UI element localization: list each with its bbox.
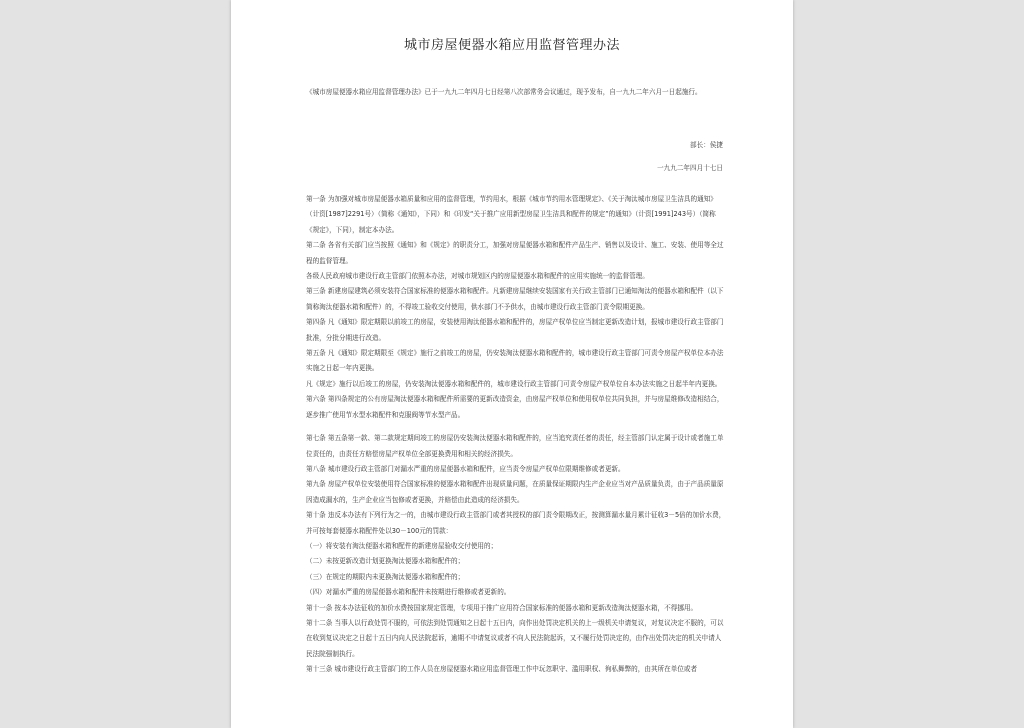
article-12: 第十二条 当事人以行政处罚不服的，可依法到处罚通知之日起十五日内，向作出处罚决定机关的上一级机关申请复议，对复议决定不服的，可以在收到复议决定之日起十五日内向人民法院起诉，逾期不申请复议或者不向人民法院起诉，又不履行处罚决定的，由作出处罚决定的机关申请人民法院强制执行。 xyxy=(306,618,724,658)
article-11: 第十一条 按本办法征收的加价水费按国家规定管理，专项用于推广应用符合国家标准的便器水箱和更新改造淘汰便器水箱，不得挪用。 xyxy=(306,603,698,612)
article-13: 第十三条 城市建设行政主管部门的工作人员在房屋便器水箱应用监督管理工作中玩忽职守、滥用职权、徇私舞弊的，由其所在单位或者 xyxy=(306,665,698,674)
document-title: 城市房屋便器水箱应用监督管理办法 xyxy=(403,38,620,53)
intro-text: 《城市房屋便器水箱应用监督管理办法》已于一九九二年四月七日经第八次部常务会议通过，现予发布，自一九九二年六月一日起施行。 xyxy=(306,88,702,96)
document-body xyxy=(306,192,726,678)
article-3: 第三条 新建房屋建筑必须安装符合国家标准的便器水箱和配件。凡新建房屋继续安装国家有关行政主管部门已通知淘汰的便器水箱和配件（以下简称淘汰便器水箱和配件）的，不得竣工验收交付使用，供水部门不予供水，由城市建设行政主管部门责令限期更换。 xyxy=(306,287,724,311)
article-2-cont: 各级人民政府城市建设行政主管部门依照本办法，对城市规划区内的房屋便器水箱和配件的应用实施统一的监督管理。 xyxy=(306,272,649,281)
article-10-item-3: （三）在规定的期限内未更换淘汰便器水箱和配件的； xyxy=(306,572,465,581)
signature-minister: 部长：侯捷 xyxy=(690,141,723,149)
intro-paragraph xyxy=(306,85,726,100)
article-5: 第五条 凡《通知》限定期限至《规定》施行之前竣工的房屋，仍安装淘汰便器水箱和配件的，城市建设行政主管部门可责令房屋产权单位本办法实施之日起一年内更换。 xyxy=(306,349,724,373)
article-2: 第二条 各省有关部门应当按照《通知》和《规定》的职责分工，加强对房屋便器水箱和配件产品生产、销售以及设计、施工、安装、使用等全过程的监督管理。 xyxy=(306,241,724,265)
article-5-cont: 凡《规定》施行以后竣工的房屋，仍安装淘汰便器水箱和配件的，城市建设行政主管部门可责令房屋产权单位自本办法实施之日起半年内更换。 xyxy=(306,379,722,388)
document-page xyxy=(231,0,793,728)
article-6: 第六条 第四条规定的公有房屋淘汰便器水箱和配件所需要的更新改造资金，由房屋产权单位和使用权单位共同负担，并与房屋维修改造相结合，逐步推广使用节水型水箱配件和克服阀等节水型产品。 xyxy=(306,395,724,419)
article-7: 第七条 第五条第一款、第二款规定期间竣工的房屋仍安装淘汰便器水箱和配件的，应当追究责任者的责任，经主管部门认定属于设计或者施工单位责任的，由责任方赔偿房屋产权单位全部更换费用和相关的经济损失。 xyxy=(306,434,724,458)
article-10: 第十条 违反本办法有下列行为之一的，由城市建设行政主管部门或者其授权的部门责令限期改正，按测算漏水量月累计征收3－5倍的加价水费，并可按每套便器水箱配件处以30－100元的罚款： xyxy=(306,511,726,535)
article-4: 第四条 凡《通知》限定期限以前竣工的房屋，安装使用淘汰便器水箱和配件的，房屋产权单位应当制定更新改造计划，报城市建设行政主管部门批准，分批分期进行改造。 xyxy=(306,318,724,342)
article-10-item-1: （一）将安装有淘汰便器水箱和配件的新建房屋验收交付使用的； xyxy=(306,541,498,550)
article-10-item-4: （四）对漏水严重的房屋便器水箱和配件未按期进行维修或者更新的。 xyxy=(306,588,511,597)
article-8: 第八条 城市建设行政主管部门对漏水严重的房屋便器水箱和配件，应当责令房屋产权单位限期维修或者更新。 xyxy=(306,464,625,473)
article-9: 第九条 房屋产权单位安装使用符合国家标准的便器水箱和配件出现质量问题，在质量保证期限内生产企业应当对产品质量负责，由于产品质量原因造成漏水的，生产企业应当包修或者更换，并赔偿由此造成的经济损失。 xyxy=(306,480,724,504)
article-1: 第一条 为加强对城市房屋便器水箱质量和应用的监督管理，节约用水，根据《城市节约用水管理规定》、《关于淘汰城市房屋卫生洁具的通知》（计资[1987]2291号）（简称《通知》，下同）和《印发“关于推广应用新型房屋卫生洁具和配件的规定”的通知》（计资[1991]243号）（简称《规定》，下同），制定本办法。 xyxy=(306,195,717,234)
article-10-item-2: （二）未按更新改造计划更换淘汰便器水箱和配件的； xyxy=(306,557,465,566)
signature-date: 一九九二年四月十七日 xyxy=(657,164,723,172)
